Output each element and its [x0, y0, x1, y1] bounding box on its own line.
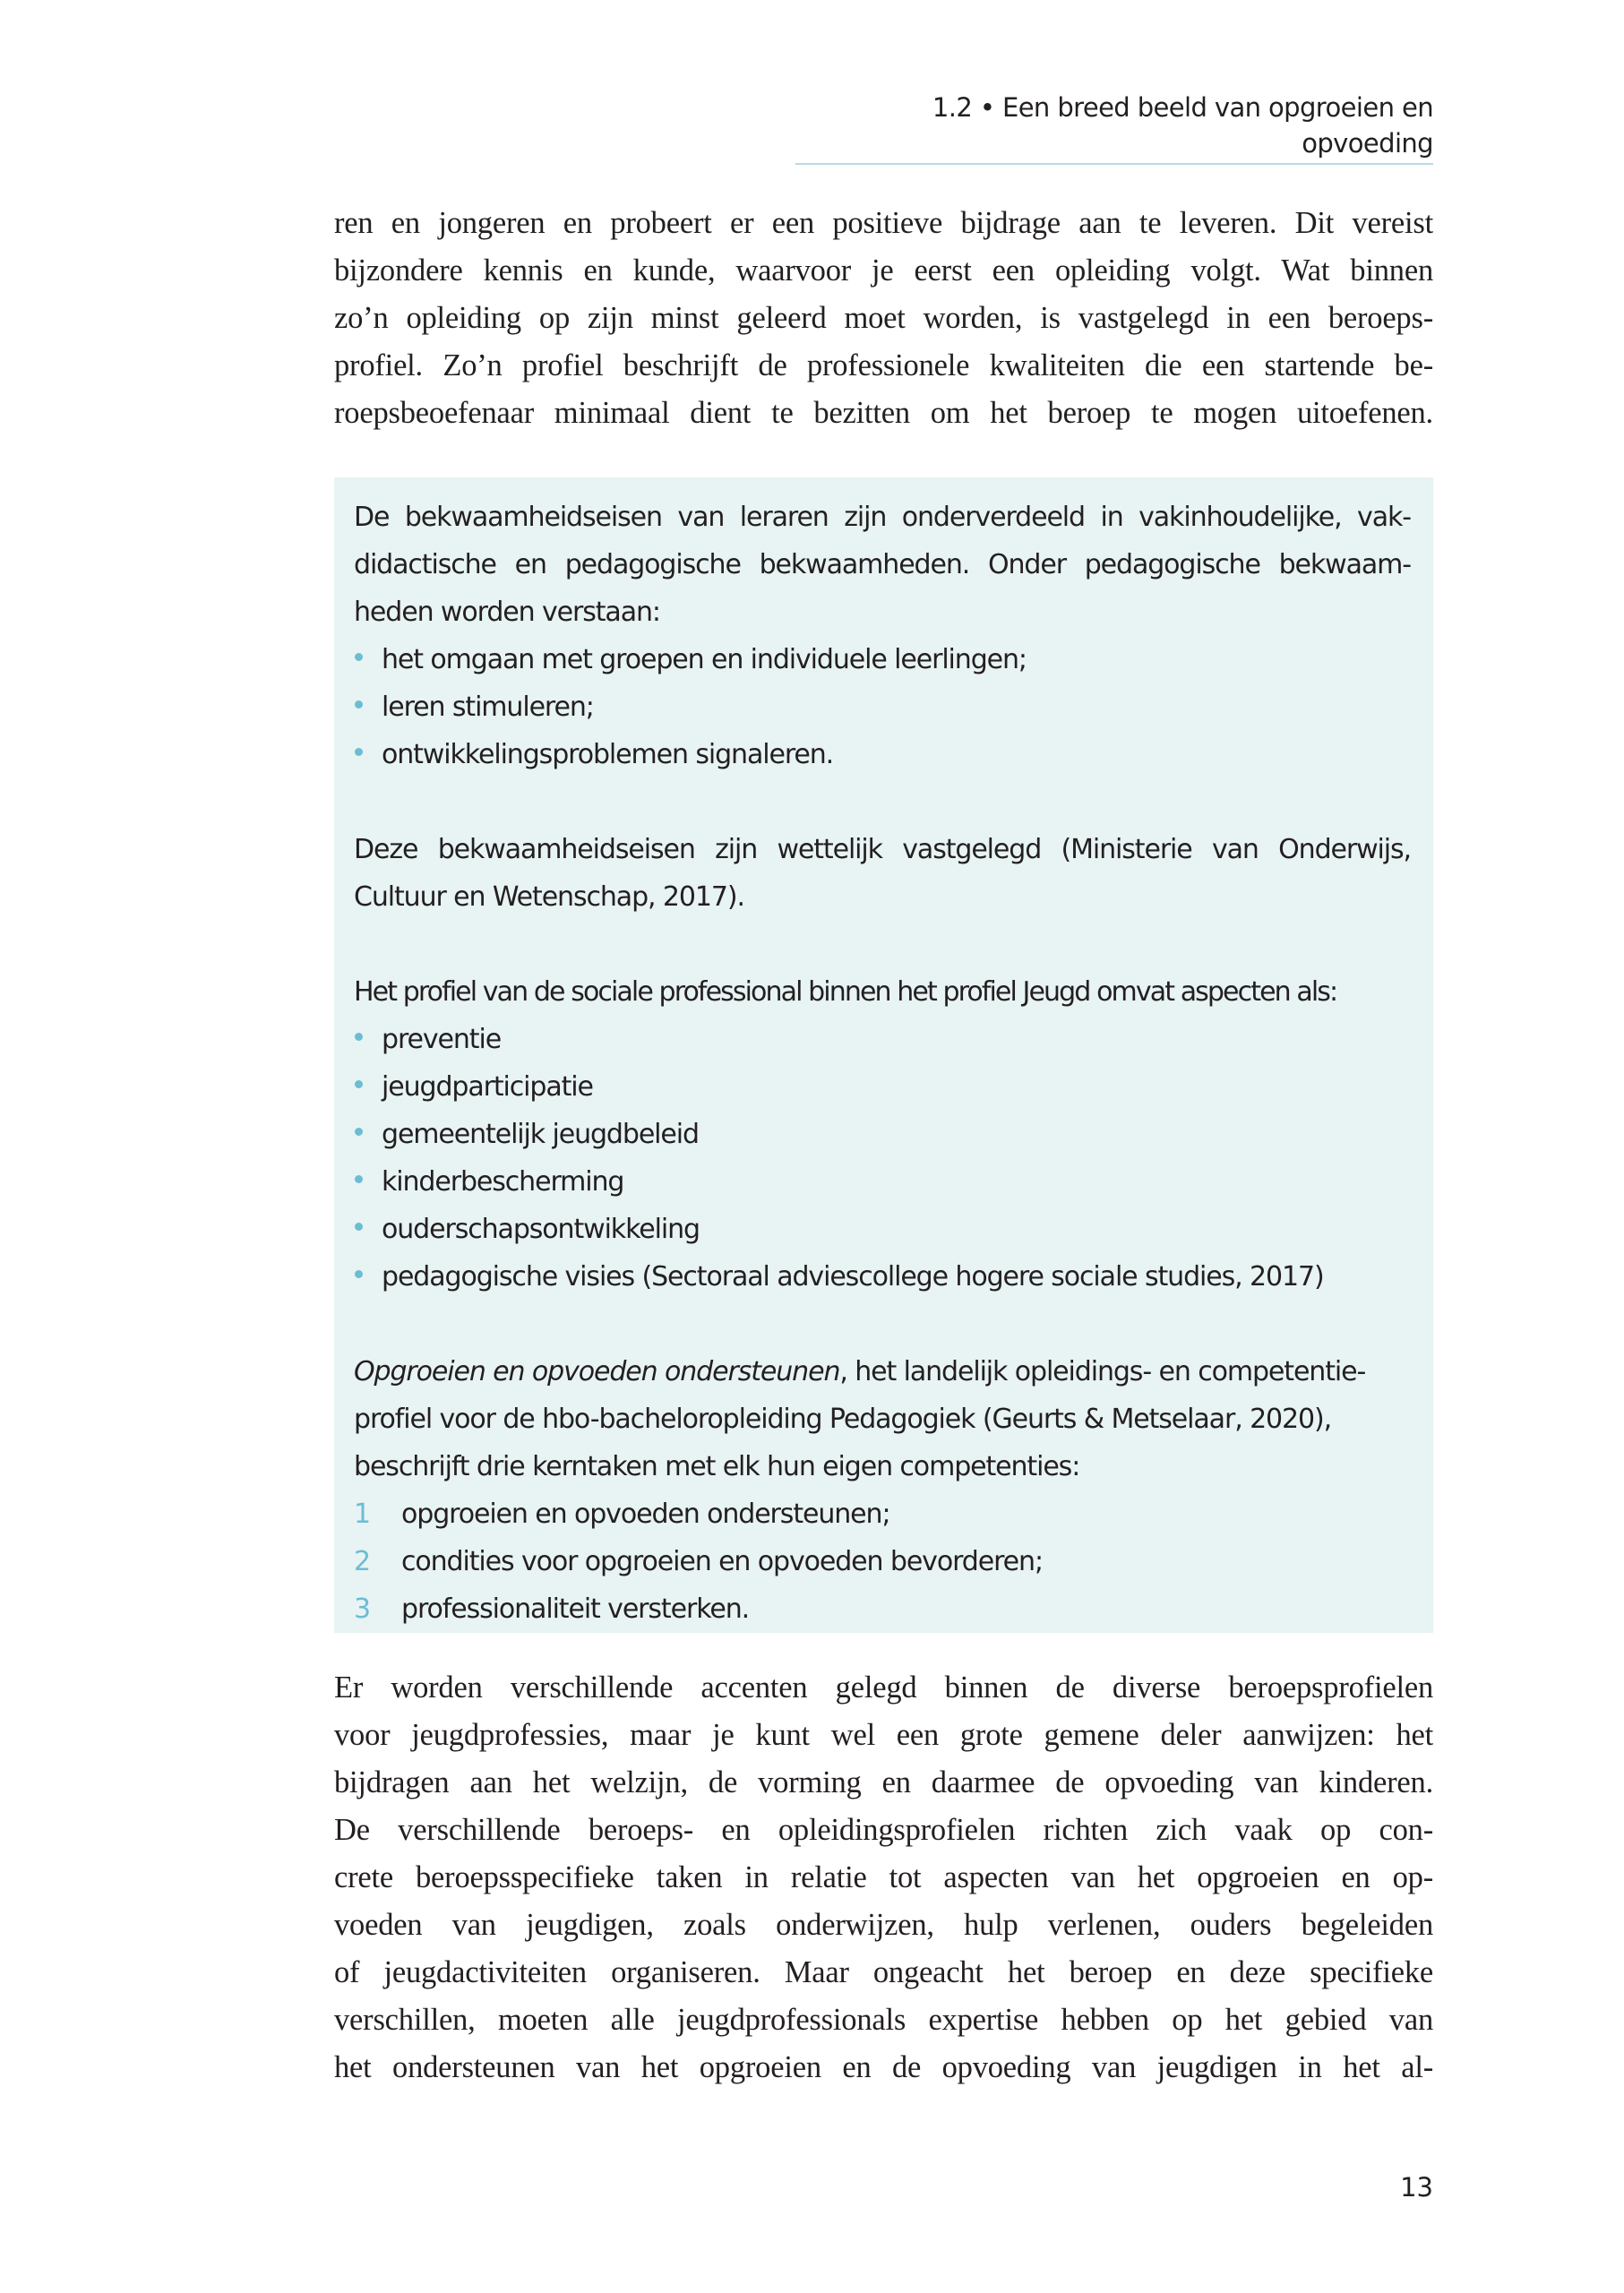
- running-head: 1.2 • Een breed beeld van opgroeien en opvoeding: [795, 90, 1433, 165]
- paragraph-line: ren en jongeren en probeert er een positieve bijdrage aan te leveren. Dit vereist: [334, 206, 1433, 240]
- box-line: Cultuur en Wetenschap, 2017).: [354, 881, 744, 913]
- info-box-content: [354, 494, 1411, 1633]
- box-line: heden worden verstaan:: [354, 597, 660, 628]
- closing-paragraph: [334, 1664, 1433, 2091]
- bullet-text: ouderschapsontwikkeling: [382, 1214, 700, 1245]
- bullet-item: [354, 1016, 1411, 1063]
- item-number: 1: [354, 1499, 370, 1530]
- bullet-icon: [355, 1223, 363, 1231]
- bullet-icon: [355, 748, 363, 756]
- bullet-icon: [355, 1270, 363, 1278]
- bullet-item: [354, 731, 1411, 778]
- paragraph-line: De verschillende beroeps- en opleidingsprofielen richten zich vaak op con-: [334, 1813, 1433, 1847]
- paragraph-line: profiel. Zo’n profiel beschrijft de professionele kwaliteiten die een startende be-: [334, 348, 1433, 382]
- item-text: opgroeien en opvoeden ondersteunen;: [401, 1499, 890, 1530]
- paragraph-line: bijdragen aan het welzijn, de vorming en daarmee de opvoeding van kinderen.: [334, 1765, 1433, 1799]
- bullet-text: kinderbescherming: [382, 1166, 624, 1198]
- numbered-item: [354, 1490, 1411, 1538]
- item-number: 3: [354, 1593, 370, 1625]
- paragraph-line: voeden van jeugdigen, zoals onderwijzen, hulp verlenen, ouders begeleiden: [334, 1908, 1433, 1942]
- bullet-item: [354, 1111, 1411, 1158]
- paragraph-line: het ondersteunen van het opgroeien en de opvoeding van jeugdigen in het al-: [334, 2050, 1433, 2084]
- bullet-item: [354, 636, 1411, 683]
- page-number: 13: [1400, 2172, 1433, 2203]
- bullet-icon: [355, 1175, 363, 1183]
- bullet-text: leren stimuleren;: [382, 691, 594, 723]
- legal-section: [354, 826, 1411, 921]
- bullet-text: gemeentelijk jeugdbeleid: [382, 1119, 699, 1150]
- box-line: beschrijft drie kerntaken met elk hun eigen competenties:: [354, 1451, 1080, 1482]
- teacher-competencies-section: [354, 494, 1411, 778]
- numbered-item: [354, 1538, 1411, 1585]
- bullet-item: [354, 1158, 1411, 1206]
- paragraph-line: verschillen, moeten alle jeugdprofessionals expertise hebben op het gebied van: [334, 2003, 1433, 2037]
- bullet-item: [354, 1206, 1411, 1253]
- bullet-icon: [355, 700, 363, 709]
- info-box: [334, 477, 1433, 1633]
- box-line: [354, 1348, 1411, 1396]
- bullet-text: pedagogische visies (Sectoraal adviescollege hogere sociale studies, 2017): [382, 1261, 1324, 1292]
- bullet-item: [354, 683, 1411, 731]
- bullet-text: het omgaan met groepen en individuele leerlingen;: [382, 644, 1027, 675]
- paragraph-line: crete beroepsspecifieke taken in relatie tot aspecten van het opgroeien en op-: [334, 1860, 1433, 1894]
- box-line: Het profiel van de sociale professional binnen het profiel Jeugd omvat aspecten als:: [354, 976, 1337, 1008]
- bullet-text: ontwikkelingsproblemen signaleren.: [382, 739, 834, 770]
- paragraph-line: of jeugdactiviteiten organiseren. Maar ongeacht het beroep en deze specifieke: [334, 1955, 1433, 1989]
- bullet-icon: [355, 1128, 363, 1136]
- youth-profile-section: [354, 968, 1411, 1301]
- bullet-icon: [355, 653, 363, 661]
- item-number: 2: [354, 1546, 370, 1577]
- box-line: profiel voor de hbo-bacheloropleiding Pedagogiek (Geurts & Metselaar, 2020),: [354, 1404, 1332, 1435]
- paragraph-line: bijzondere kennis en kunde, waarvoor je eerst een opleiding volgt. Wat binnen: [334, 253, 1433, 288]
- item-text: professionaliteit versterken.: [401, 1593, 750, 1625]
- bullet-text: preventie: [382, 1024, 502, 1055]
- box-line: De bekwaamheidseisen van leraren zijn onderverdeeld in vakinhoudelijke, vak-: [354, 502, 1411, 533]
- bullet-item: [354, 1063, 1411, 1111]
- paragraph-line: Er worden verschillende accenten gelegd binnen de diverse beroepsprofielen: [334, 1670, 1433, 1705]
- bullet-icon: [355, 1033, 363, 1041]
- intro-paragraph: [334, 200, 1433, 437]
- paragraph-line: voor jeugdprofessies, maar je kunt wel een grote gemene deler aanwijzen: het: [334, 1718, 1433, 1752]
- profile-title: Opgroeien en opvoeden ondersteunen: [354, 1356, 840, 1387]
- core-tasks-section: [354, 1348, 1411, 1633]
- paragraph-line: roepsbeoefenaar minimaal dient te bezitten om het beroep te mogen uitoefenen.: [334, 396, 1433, 430]
- box-line-text: , het landelijk opleidings- en competentie-: [839, 1356, 1366, 1387]
- bullet-icon: [355, 1080, 363, 1088]
- box-line: Deze bekwaamheidseisen zijn wettelijk vastgelegd (Ministerie van Onderwijs,: [354, 834, 1411, 865]
- item-text: condities voor opgroeien en opvoeden bevorderen;: [401, 1546, 1043, 1577]
- paragraph-line: zo’n opleiding op zijn minst geleerd moet worden, is vastgelegd in een beroeps-: [334, 301, 1433, 335]
- bullet-item: [354, 1253, 1411, 1301]
- box-line: didactische en pedagogische bekwaamheden. Onder pedagogische bekwaam-: [354, 549, 1411, 580]
- numbered-item: [354, 1585, 1411, 1633]
- bullet-text: jeugdparticipatie: [382, 1071, 593, 1103]
